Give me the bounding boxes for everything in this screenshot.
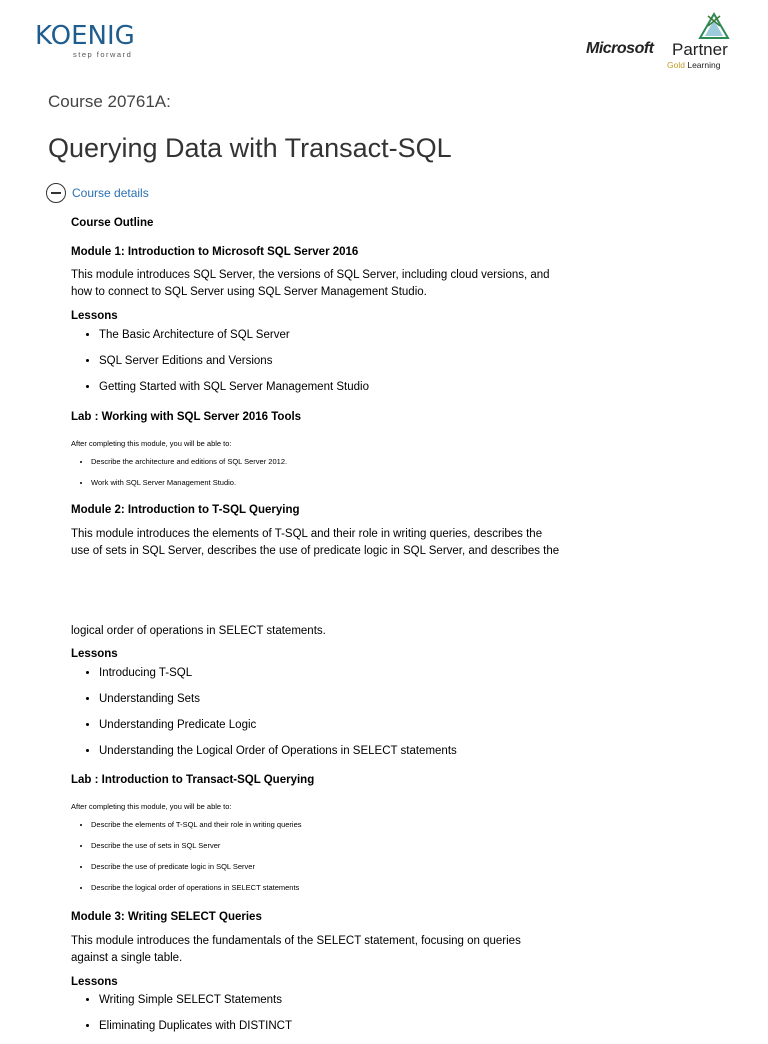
list-item: • Eliminating Duplicates with DISTINCT: [99, 1018, 292, 1044]
module-description-continued: logical order of operations in SELECT statements.: [71, 625, 326, 637]
page-title: Querying Data with Transact-SQL: [48, 133, 452, 163]
lessons-list: [71, 665, 457, 769]
partner-wordmark: Partner: [672, 40, 728, 59]
list-item: • Understanding the Logical Order of Operations in SELECT statements: [99, 743, 457, 769]
lessons-list: [71, 992, 292, 1044]
list-item: • Describe the architecture and editions of SQL Server 2012.: [91, 456, 287, 477]
list-item: • SQL Server Editions and Versions: [99, 353, 369, 379]
gold-label: Gold: [667, 60, 685, 70]
list-item: • Understanding Predicate Logic: [99, 717, 457, 743]
course-details-link[interactable]: Course details: [72, 186, 149, 200]
list-item: • Writing Simple SELECT Statements: [99, 992, 292, 1018]
koenig-wordmark: KOENIG: [35, 21, 135, 51]
list-item: • Describe the use of sets in SQL Server: [91, 840, 302, 861]
module-description: This module introduces SQL Server, the versions of SQL Server, including cloud versions, and how to connect to SQL Server using SQL Server Management Studio.: [71, 269, 550, 298]
list-item: • Introducing T-SQL: [99, 665, 457, 691]
module-title: Module 3: Writing SELECT Queries: [71, 911, 262, 923]
lessons-heading: Lessons: [71, 976, 118, 988]
lab-title: Lab : Introduction to Transact-SQL Querying: [71, 774, 315, 786]
collapse-icon[interactable]: [46, 183, 66, 203]
gold-learning-label: [667, 60, 720, 70]
list-item: • The Basic Architecture of SQL Server: [99, 327, 369, 353]
module-title: Module 2: Introduction to T-SQL Querying: [71, 504, 300, 516]
partner-badge-icon: [698, 12, 730, 40]
lessons-heading: Lessons: [71, 310, 118, 322]
course-details-toggle[interactable]: [46, 183, 149, 203]
list-item: • Describe the use of predicate logic in SQL Server: [91, 861, 302, 882]
lab-outcomes: [71, 456, 287, 498]
module-title: Module 1: Introduction to Microsoft SQL Server 2016: [71, 246, 359, 258]
list-item: • Describe the elements of T-SQL and their role in writing queries: [91, 819, 302, 840]
module-description: This module introduces the elements of T-SQL and their role in writing queries, describes the use of sets in SQL Server, describes the use of predicate logic in SQL Server, and describes the: [71, 528, 560, 557]
module-description: This module introduces the fundamentals of the SELECT statement, focusing on queries against a single table.: [71, 935, 521, 964]
lab-intro: After completing this module, you will be able to:: [71, 802, 232, 811]
list-item: • Describe the logical order of operations in SELECT statements: [91, 882, 302, 903]
lessons-list: [71, 327, 369, 405]
lab-outcomes: [71, 819, 302, 903]
list-item: • Getting Started with SQL Server Management Studio: [99, 379, 369, 405]
koenig-tagline: step forward: [73, 50, 133, 59]
course-number: Course 20761A:: [48, 92, 171, 111]
microsoft-wordmark: Microsoft: [586, 40, 654, 57]
outline-heading: Course Outline: [71, 217, 154, 229]
lab-title: Lab : Working with SQL Server 2016 Tools: [71, 411, 302, 423]
list-item: • Work with SQL Server Management Studio.: [91, 477, 287, 498]
microsoft-partner-logo: [586, 12, 736, 72]
lessons-heading: Lessons: [71, 648, 118, 660]
lab-intro: After completing this module, you will be able to:: [71, 439, 232, 448]
list-item: • Understanding Sets: [99, 691, 457, 717]
learning-label: Learning: [687, 60, 721, 70]
koenig-logo: [35, 22, 145, 64]
